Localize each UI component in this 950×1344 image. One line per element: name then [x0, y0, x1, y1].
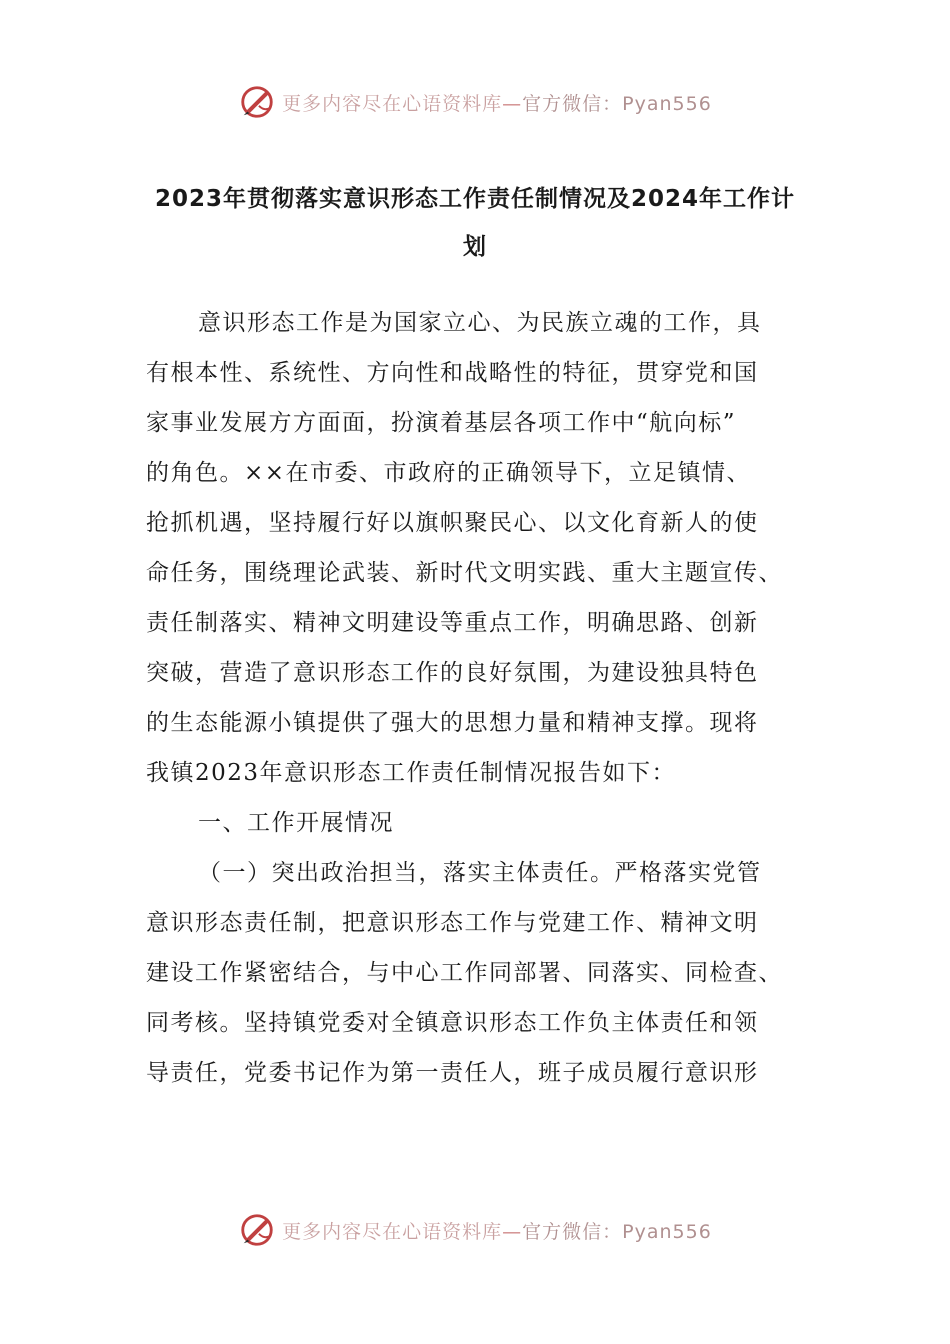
- body-line: 命任务，围绕理论武装、新时代文明实践、重大主题宣传、: [146, 560, 783, 586]
- body-line: 抢抓机遇，坚持履行好以旗帜聚民心、以文化育新人的使: [146, 510, 759, 536]
- body-line: 家事业发展方方面面，扮演着基层各项工作中“航向标”: [146, 410, 737, 436]
- body-line: 导责任，党委书记作为第一责任人，班子成员履行意识形: [146, 1060, 759, 1086]
- body-line: 的角色。××在市委、市政府的正确领导下，立足镇情、: [146, 460, 752, 486]
- watermark-site: 更多内容尽在心语资料库: [282, 1220, 503, 1243]
- watermark-wechat: 官方微信：Pyan556: [522, 92, 712, 115]
- watermark-site: 更多内容尽在心语资料库: [282, 92, 503, 115]
- body-line: 同考核。坚持镇党委对全镇意识形态工作负主体责任和领: [146, 1010, 759, 1036]
- section-heading: 一、工作开展情况: [198, 810, 394, 836]
- watermark-text: [282, 89, 712, 116]
- watermark-wechat: 官方微信：Pyan556: [522, 1220, 712, 1243]
- title-line-2: 划: [463, 234, 487, 260]
- body-line: 建设工作紧密结合，与中心工作同部署、同落实、同检查、: [146, 960, 783, 986]
- body-line: 意识形态工作是为国家立心、为民族立魂的工作，具: [198, 310, 762, 336]
- document-body: [146, 298, 796, 1098]
- watermark-separator: —: [502, 1220, 523, 1243]
- header-watermark: [0, 82, 950, 122]
- footer-watermark: [0, 1210, 950, 1250]
- body-line: 意识形态责任制，把意识形态工作与党建工作、精神文明: [146, 910, 759, 936]
- watermark-text: [282, 1217, 712, 1244]
- document-title: [140, 175, 810, 271]
- body-line: 的生态能源小镇提供了强大的思想力量和精神支撑。现将: [146, 710, 759, 736]
- subsection-line: （一）突出政治担当，落实主体责任。严格落实党管: [198, 860, 762, 886]
- body-line: 有根本性、系统性、方向性和战略性的特征，贯穿党和国: [146, 360, 759, 386]
- body-line: 我镇2023年意识形态工作责任制情况报告如下：: [146, 760, 677, 786]
- watermark-separator: —: [502, 92, 523, 115]
- body-line: 责任制落实、精神文明建设等重点工作，明确思路、创新: [146, 610, 759, 636]
- body-line: 突破，营造了意识形态工作的良好氛围，为建设独具特色: [146, 660, 759, 686]
- title-line-1: 2023年贯彻落实意识形态工作责任制情况及2024年工作计: [154, 186, 796, 212]
- pen-logo-icon: [238, 83, 276, 121]
- pen-logo-icon: [238, 1211, 276, 1249]
